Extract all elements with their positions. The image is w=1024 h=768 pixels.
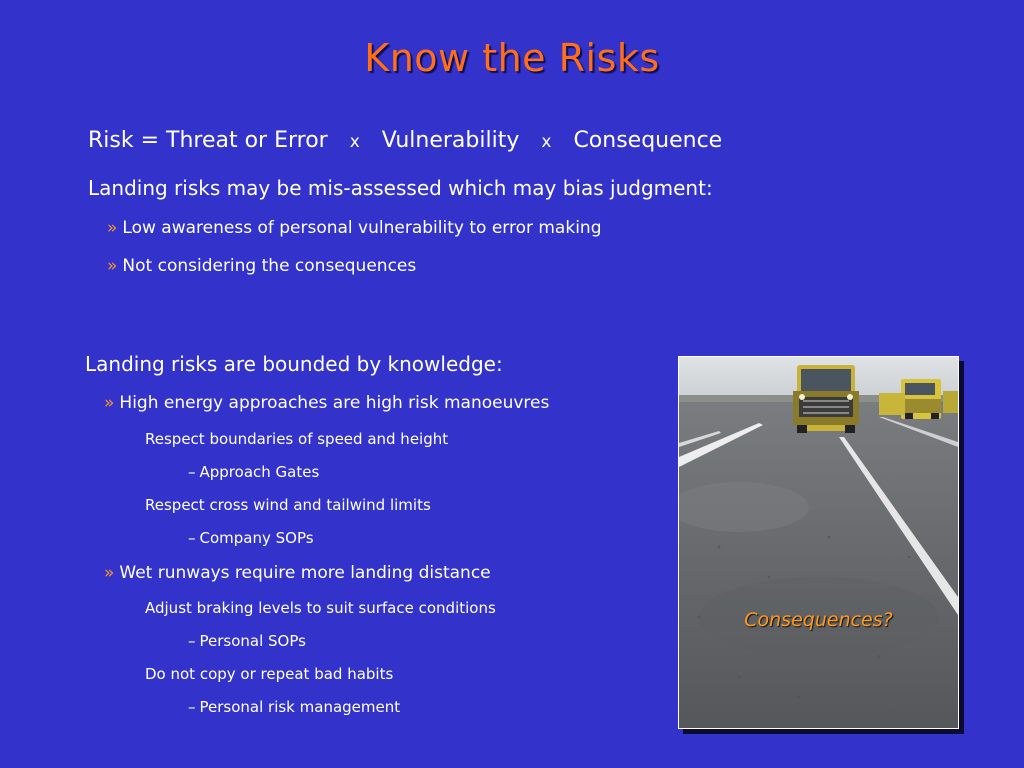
sub-sub-item bbox=[188, 529, 314, 547]
slide-title: Know the Risks bbox=[364, 36, 660, 80]
section2-bullet bbox=[104, 393, 549, 413]
equation-term-vulnerability: Vulnerability bbox=[381, 128, 520, 153]
section1-bullet bbox=[107, 256, 416, 276]
bullet-glyph: » bbox=[107, 218, 118, 238]
sub-item: Respect cross wind and tailwind limits bbox=[145, 496, 431, 514]
section2-bullet bbox=[104, 563, 491, 583]
section1-bullet bbox=[107, 218, 602, 238]
section1-heading: Landing risks may be mis-assessed which may bias judgment: bbox=[88, 176, 713, 200]
sub-sub-item-text: Approach Gates bbox=[199, 463, 320, 481]
dash-glyph: – bbox=[188, 529, 196, 547]
front-truck bbox=[793, 365, 859, 433]
bullet-text: Not considering the consequences bbox=[122, 256, 417, 276]
sub-sub-item-text: Company SOPs bbox=[199, 529, 314, 547]
sub-item: Do not copy or repeat bad habits bbox=[145, 665, 394, 683]
sub-item: Adjust braking levels to suit surface conditions bbox=[145, 599, 496, 617]
runway-trucks-illustration bbox=[679, 357, 958, 728]
risk-equation bbox=[88, 128, 722, 153]
photo-caption: Consequences? bbox=[744, 609, 893, 631]
bullet-text: Wet runways require more landing distance bbox=[119, 563, 491, 583]
sub-item: Respect boundaries of speed and height bbox=[145, 430, 449, 448]
dash-glyph: – bbox=[188, 463, 196, 481]
equation-term-consequence: Consequence bbox=[573, 128, 723, 153]
equation-multiply-1: x bbox=[349, 132, 360, 152]
bullet-glyph: » bbox=[107, 256, 118, 276]
bullet-text: High energy approaches are high risk manoeuvres bbox=[119, 393, 550, 413]
sub-sub-item bbox=[188, 698, 400, 716]
sub-sub-item-text: Personal risk management bbox=[199, 698, 401, 716]
bullet-glyph: » bbox=[104, 563, 115, 583]
dash-glyph: – bbox=[188, 632, 196, 650]
section2-heading: Landing risks are bounded by knowledge: bbox=[85, 352, 503, 376]
dash-glyph: – bbox=[188, 698, 196, 716]
equation-multiply-2: x bbox=[541, 132, 552, 152]
runway-photo bbox=[678, 356, 959, 729]
sub-sub-item bbox=[188, 463, 319, 481]
sub-sub-item-text: Personal SOPs bbox=[199, 632, 306, 650]
sub-sub-item bbox=[188, 632, 306, 650]
bullet-glyph: » bbox=[104, 393, 115, 413]
equation-term-risk: Risk = Threat or Error bbox=[88, 128, 328, 153]
bullet-text: Low awareness of personal vulnerability to error making bbox=[122, 218, 602, 238]
